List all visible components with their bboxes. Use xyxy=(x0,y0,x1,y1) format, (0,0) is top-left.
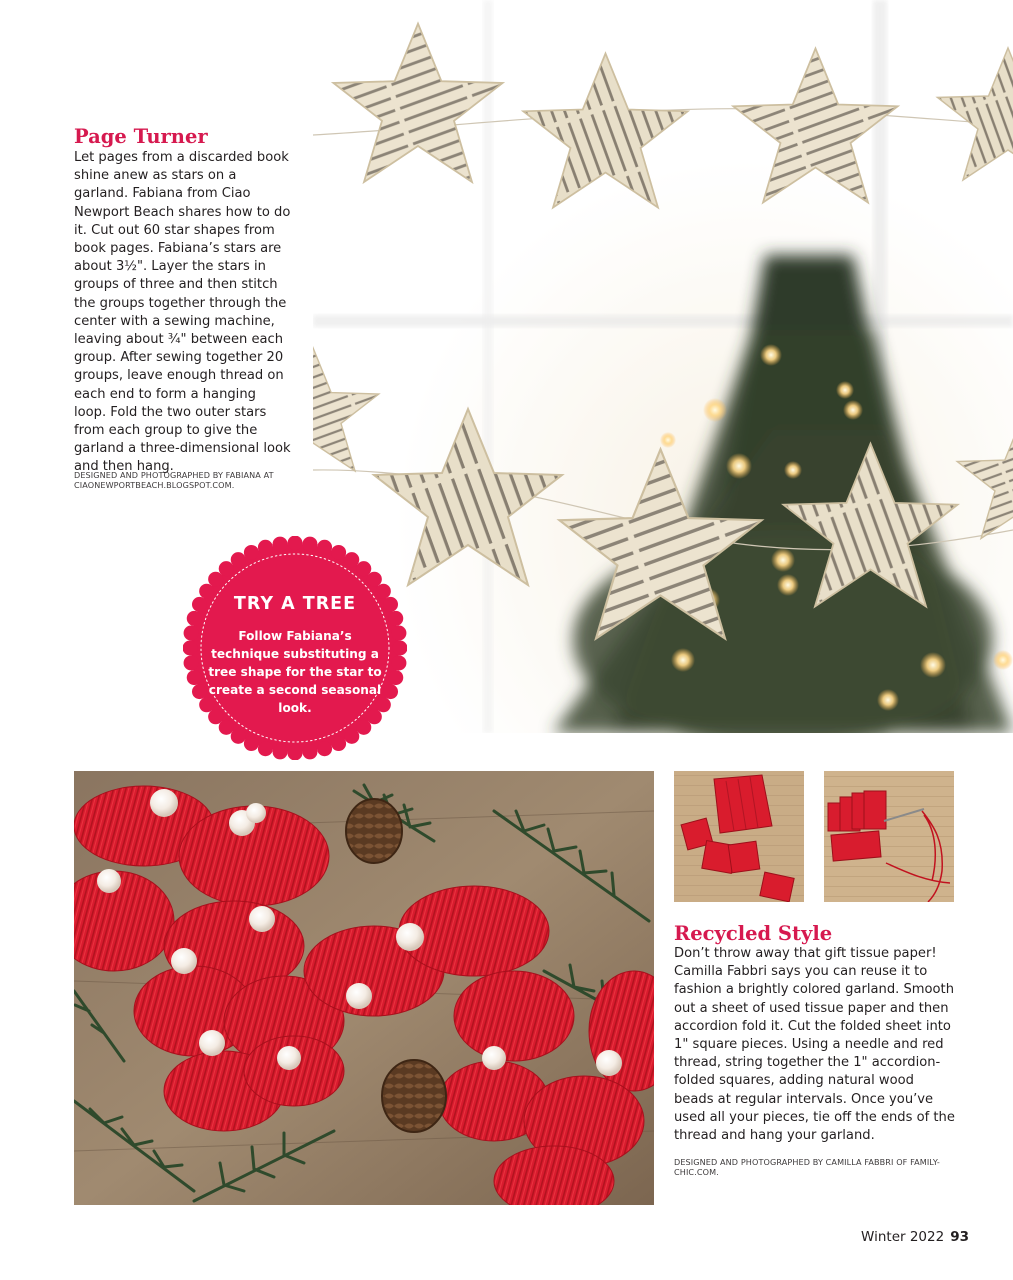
page-turner-credit: DESIGNED AND PHOTOGRAPHED BY FABIANA AT CIAONEWPORTBEACH.BLOGSPOT.COM. xyxy=(74,470,274,490)
recycled-style-credit: DESIGNED AND PHOTOGRAPHED BY CAMILLA FABBRI OF FAMILY-CHIC.COM. xyxy=(674,1157,940,1177)
try-a-tree-title: TRY A TREE xyxy=(233,594,357,614)
threading-step-photo xyxy=(824,771,954,902)
star-garland-photo xyxy=(313,0,1013,733)
issue-label: Winter 2022 xyxy=(861,1229,945,1245)
tissue-squares-step-photo xyxy=(674,771,804,902)
page-turner-heading: Page Turner xyxy=(74,125,208,148)
try-a-tree-badge xyxy=(183,536,407,760)
recycled-style-body: Don’t throw away that gift tissue paper! Camilla Fabbri says you can reuse it to fashion a brightly colored garland. Smooth out a sheet of used tissue paper and then accordion fold it. Cut the folded sheet into 1" square pieces. Using a needle and red thread, string together the 1" accordion-folded squares, adding natural wood beads at regular intervals. Once you’ve used all your pieces, tie off the ends of the thread and hang your garland. xyxy=(674,946,955,1144)
page-turner-body: Let pages from a discarded book shine anew as stars on a garland. Fabiana from Ciao Newport Beach shares how to do it. Cut out 60 star shapes from book pages. Fabiana’s stars are about 3½". Layer the stars in groups of three and then stitch the groups together through the center with a sewing machine, leaving about ¾" between each group. After sewing together 20 groups, leave enough thread on each end to form a hanging loop. Fold the two outer stars from each group to give the garland a three-dimensional look and then hang. xyxy=(74,150,291,475)
recycled-style-heading: Recycled Style xyxy=(674,922,833,945)
page-folio xyxy=(861,1229,969,1245)
tissue-garland-photo xyxy=(74,771,654,1205)
page-number: 93 xyxy=(950,1229,969,1245)
try-a-tree-body: Follow Fabiana’s technique substituting a tree shape for the star to create a second seasonal look. xyxy=(208,629,382,715)
